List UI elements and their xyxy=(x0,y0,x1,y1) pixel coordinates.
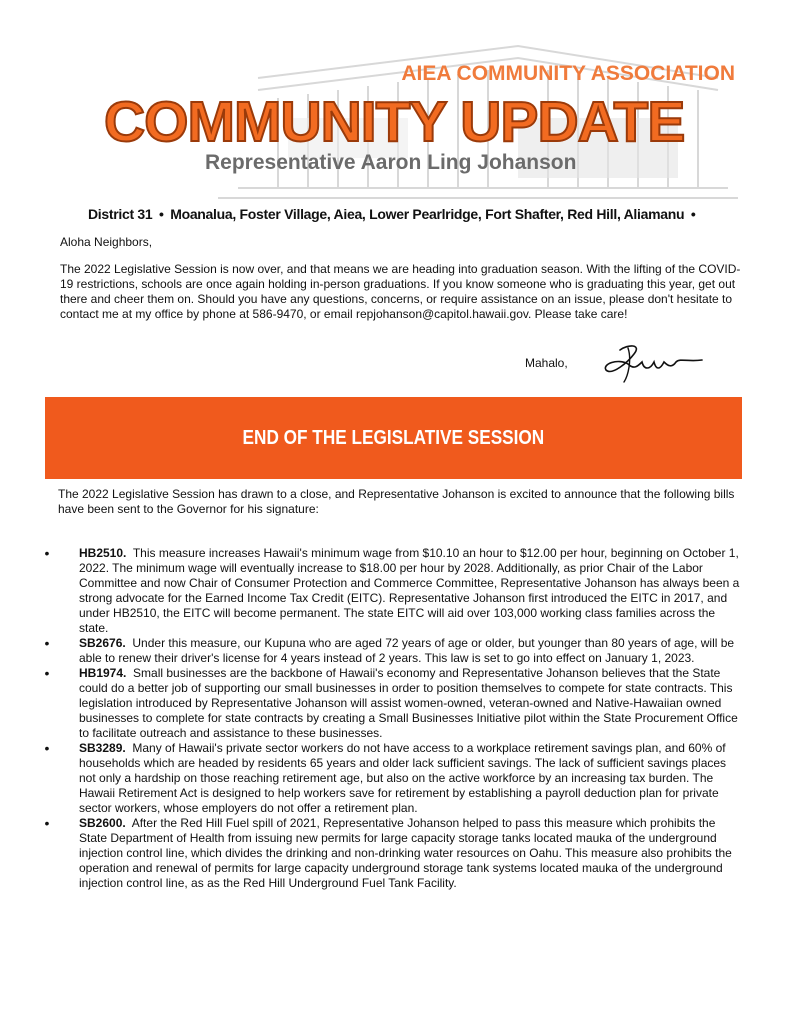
bill-code: SB3289. xyxy=(79,741,126,755)
bill-description: Small businesses are the backbone of Hawaii's economy and Representative Johanson believes that the State could do a better job of supporting our small businesses in order to position themselves to compete for state contracts. This legislation introduced by Representative Johanson will assist women-owned, veteran-owned and Native-Hawaiian owned businesses to complete for state contracts by creating a Small Businesses Initiative pilot within the State Procurement Office to facilitate outreach and assistance to these businesses. xyxy=(79,666,738,740)
list-item xyxy=(37,666,744,741)
bill-description: Under this measure, our Kupuna who are aged 72 years of age or older, but younger than 80 years of age, will be able to renew their driver's license for 4 years instead of 2 years. This law is set to go into effect on January 1, 2023. xyxy=(79,636,735,665)
district-areas: Moanalua, Foster Village, Aiea, Lower Pearlridge, Fort Shafter, Red Hill, Aliamanu xyxy=(170,206,685,222)
bill-code: SB2600. xyxy=(79,816,126,830)
closing: Mahalo, xyxy=(525,356,568,370)
bill-list xyxy=(37,546,744,891)
bill-code: HB1974. xyxy=(79,666,127,680)
list-item xyxy=(37,816,744,891)
separator-dot: • xyxy=(690,206,696,222)
signature xyxy=(598,340,708,386)
list-item xyxy=(37,636,744,666)
bill-code: HB2510. xyxy=(79,546,127,560)
list-item xyxy=(37,546,744,636)
organization-name: AIEA COMMUNITY ASSOCIATION xyxy=(401,62,735,85)
letter-body: The 2022 Legislative Session is now over, and that means we are heading into graduation season. With the lifting of the COVID-19 restrictions, schools are once again holding in-person graduations. If you know someone who is graduating this year, get out there and cheer them on. Should you have any questions, concerns, or require assistance on an issue, please don't hesitate to contact me at my office by phone at 586-9470, or email repjohanson@capitol.hawaii.gov. Please take care! xyxy=(60,262,741,321)
greeting: Aloha Neighbors, xyxy=(60,235,153,249)
bill-code: SB2676. xyxy=(79,636,126,650)
bullet-icon: • xyxy=(44,635,50,651)
bullet-icon: • xyxy=(44,815,50,831)
district-number: District 31 xyxy=(88,206,153,222)
section-title: END OF THE LEGISLATIVE SESSION xyxy=(242,426,545,449)
district-line xyxy=(88,206,698,222)
intro-letter xyxy=(60,235,742,334)
bullet-icon: • xyxy=(44,545,50,561)
newsletter-title: COMMUNITY UPDATE xyxy=(104,90,685,154)
bill-description: Many of Hawaii's private sector workers do not have access to a workplace retirement savings plan, and 60% of households which are headed by residents 65 years and older lack sufficient savings. The lack of sufficient savings places not only a hardship on those reaching retirement age, but also on the active workforce by an increasing tax burden. The Hawaii Retirement Act is designed to help workers save for retirement by establishing a payroll deduction plan for private sector workers, whose employers do not offer a retirement plan. xyxy=(79,741,727,815)
bullet-icon: • xyxy=(44,740,50,756)
section-banner xyxy=(45,397,742,479)
bill-description: This measure increases Hawaii's minimum wage from $10.10 an hour to $12.00 per hour, beginning on October 1, 2022. The minimum wage will eventually increase to $18.00 per hour by 2028. Additionally, as prior Chair of the Labor Committee and now Chair of Consumer Protection and Commerce Committee, Representative Johanson has always been a strong advocate for the Earned Income Tax Credit (EITC). Representative Johanson first introduced the EITC in 2017, and under HB2510, the EITC will become permanent. The state EITC will aid over 103,000 working class families across the state. xyxy=(79,546,740,635)
representative-name: Representative Aaron Ling Johanson xyxy=(205,151,577,174)
bullet-icon: • xyxy=(44,665,50,681)
list-item xyxy=(37,741,744,816)
section-lead: The 2022 Legislative Session has drawn to a close, and Representative Johanson is excited to announce that the following bills have been sent to the Governor for his signature: xyxy=(58,487,735,516)
bill-description: After the Red Hill Fuel spill of 2021, Representative Johanson helped to pass this measure which prohibits the State Department of Health from issuing new permits for large capacity storage tanks located mauka of the underground injection control line, which divides the drinking and non-drinking water resources on Oahu. This measure also prohibits the operation and renewal of permits for large capacity underground storage tank systems located mauka of the underground injection control line, as as the Red Hill Underground Fuel Tank Facility. xyxy=(79,816,732,890)
separator-dot: • xyxy=(159,206,164,222)
